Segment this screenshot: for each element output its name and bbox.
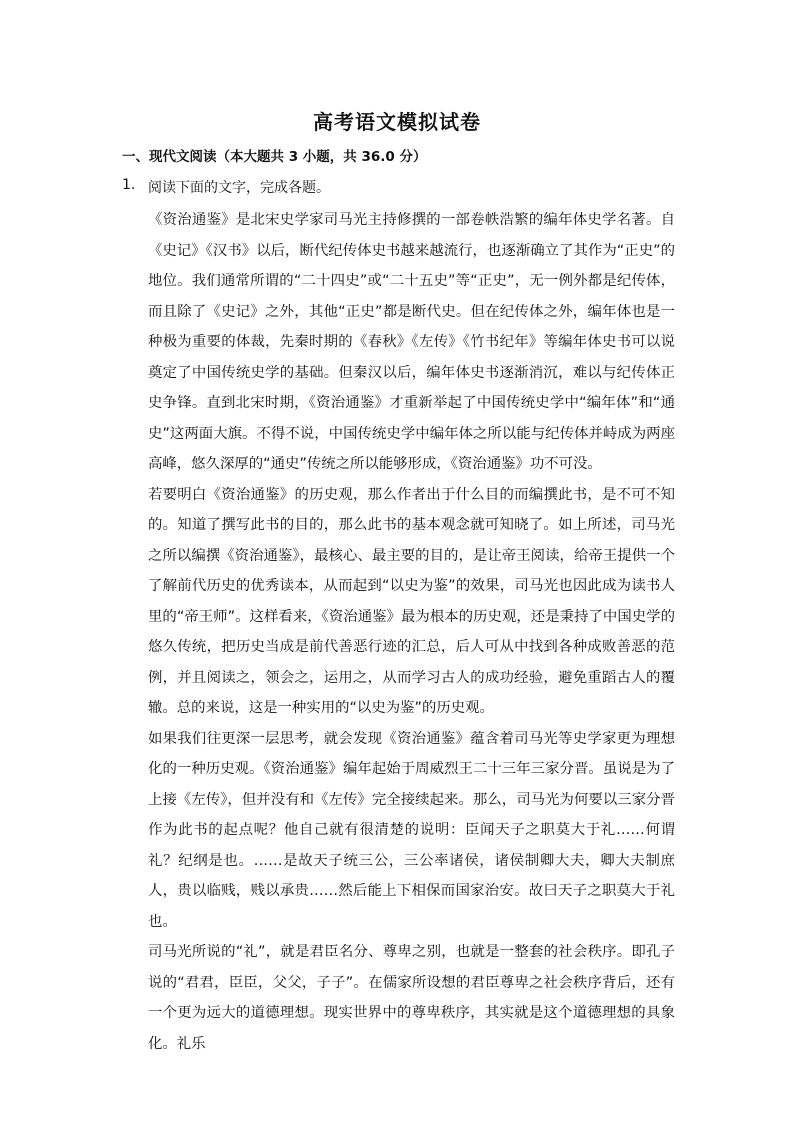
passage-paragraph-4: 司马光所说的“礼”，就是君臣名分、尊卑之别，也就是一整套的社会秩序。即孔子说的“君君，臣臣，父父，子子”。在儒家所设想的君臣尊卑之社会秩序背后，还有一个更为远大的道德理想。现实世界中的尊卑秩序，其实就是这个道德理想的具象化。礼乐: [148, 944, 675, 1052]
question-prompt: 阅读下面的文字，完成各题。: [148, 180, 330, 196]
reading-passage: [148, 205, 675, 1059]
passage-paragraph-2: 若要明白《资治通鉴》的历史观，那么作者出于什么目的而编撰此书，是不可不知的。知道了撰写此书的目的，那么此书的基本观念就可知晓了。如上所述，司马光之所以编撰《资治通鉴》，最核心、最主要的目的，是让帝王阅读，给帝王提供一个了解前代历史的优秀读本，从而起到“以史为鉴”的效果，司马光也因此成为读书人里的“帝王师”。这样看来，《资治通鉴》最为根本的历史观，还是秉持了中国史学的悠久传统，把历史当成是前代善恶行迹的汇总，后人可从中找到各种成败善恶的范例，并且阅读之，领会之，运用之，从而学习古人的成功经验，避免重蹈古人的覆辙。总的来说，这是一种实用的“以史为鉴”的历史观。: [148, 486, 675, 716]
question-number: 1.: [122, 177, 136, 193]
passage-paragraph-1: 《资治通鉴》是北宋史学家司马光主持修撰的一部卷帙浩繁的编年体史学名著。自《史记》《汉书》以后，断代纪传体史书越来越流行，也逐渐确立了其作为“正史”的地位。我们通常所谓的“二十四史”或“二十五史”等“正史”，无一例外都是纪传体，而且除了《史记》之外，其他“正史”都是断代史。但在纪传体之外，编年体也是一种极为重要的体裁，先秦时期的《春秋》《左传》《竹书纪年》等编年体史书可以说奠定了中国传统史学的基础。但秦汉以后，编年体史书逐渐消沉，难以与纪传体正史争锋。直到北宋时期，《资治通鉴》才重新举起了中国传统史学中“编年体”和“通史”这两面大旗。不得不说，中国传统史学中编年体之所以能与纪传体并峙成为两座高峰，悠久深厚的“通史”传统之所以能够形成，《资治通鉴》功不可没。: [148, 212, 675, 472]
document-title: 高考语文模拟试卷: [313, 110, 481, 134]
section-heading: 一、现代文阅读（本大题共 3 小题，共 36.0 分）: [122, 149, 427, 165]
passage-paragraph-3: 如果我们往更深一层思考，就会发现《资治通鉴》蕴含着司马光等史学家更为理想化的一种历史观。《资治通鉴》编年起始于周威烈王二十三年三家分晋。虽说是为了上接《左传》，但并没有和《左传》完全接续起来。那么，司马光为何要以三家分晋作为此书的起点呢？他自己就有很清楚的说明：臣闻天子之职莫大于礼……何谓礼？纪纲是也。……是故天子统三公，三公率诸侯，诸侯制卿大夫，卿大夫制庶人，贵以临贱，贱以承贵……然后能上下相保而国家治安。故曰天子之职莫大于礼也。: [148, 730, 675, 930]
